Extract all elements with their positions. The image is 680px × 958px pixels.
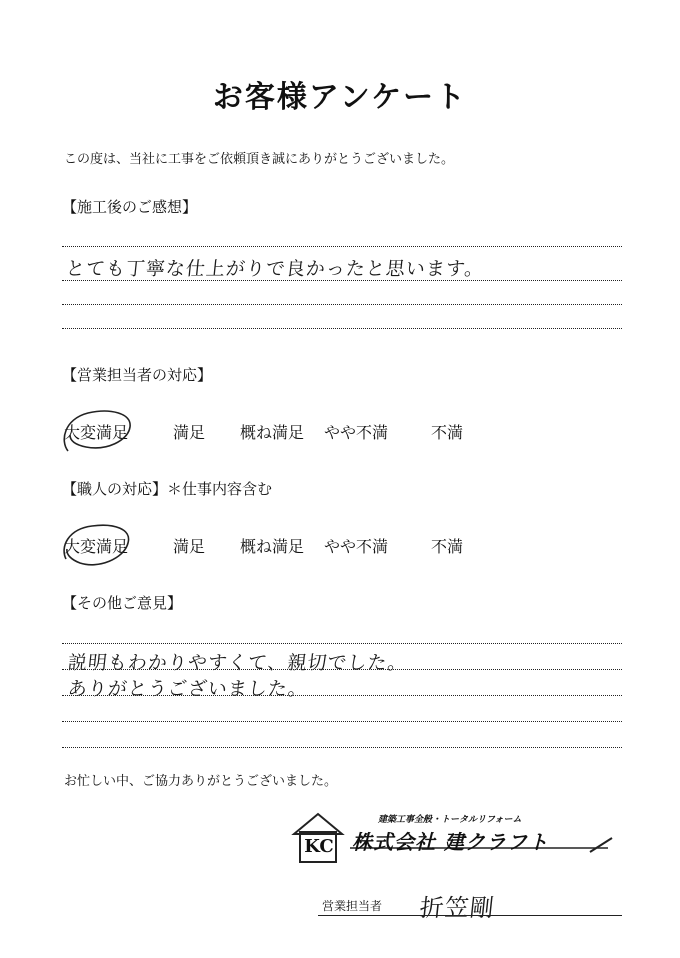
- rating-option-label: 大変満足: [64, 537, 129, 556]
- sales-response-heading: 【営業担当者の対応】: [62, 366, 213, 384]
- craftsman-response-heading: 【職人の対応】＊仕事内容含む: [62, 480, 273, 498]
- rating-option-very-satisfied[interactable]: [64, 534, 128, 557]
- answer-line: [62, 747, 622, 748]
- logo-mark: KC: [304, 836, 334, 857]
- rating-option-satisfied[interactable]: 満足: [173, 537, 206, 556]
- thank-you-note: お忙しい中、ご協力ありがとうございました。: [64, 774, 338, 789]
- sales-rating-row: [64, 420, 584, 444]
- page-title: お客様アンケート: [212, 80, 468, 115]
- rating-option-satisfied[interactable]: 満足: [173, 423, 206, 442]
- other-answer-2: ありがとうございました。: [66, 678, 310, 700]
- company-name: 株式会社 建クラフト: [352, 830, 549, 854]
- sales-rep-label: 営業担当者: [322, 899, 383, 913]
- rating-option-very-satisfied[interactable]: [64, 420, 128, 443]
- craftsman-rating-row: [64, 534, 584, 558]
- selection-circle-icon: [58, 519, 142, 575]
- impressions-heading: 【施工後のご感想】: [62, 198, 198, 216]
- answer-line: [62, 643, 622, 644]
- answer-line: [62, 304, 622, 305]
- company-tagline: 建築工事全般・トータルリフォーム: [378, 815, 522, 825]
- answer-line: [62, 328, 622, 329]
- rating-option-slightly-dissatisfied[interactable]: やや不満: [324, 537, 389, 556]
- rating-option-mostly-satisfied[interactable]: 概ね満足: [240, 423, 305, 442]
- other-answer-1: 説明もわかりやすくて、親切でした。: [66, 652, 409, 674]
- rating-option-dissatisfied[interactable]: 不満: [431, 537, 464, 556]
- answer-line: [62, 695, 622, 696]
- company-logo: [290, 808, 620, 866]
- answer-line: [62, 669, 622, 670]
- answer-line: [62, 721, 622, 722]
- intro-text: この度は、当社に工事をご依頼頂き誠にありがとうございました。: [64, 152, 455, 167]
- sales-rep-signature: 折笠剛: [418, 894, 497, 922]
- selection-circle-icon: [58, 405, 142, 461]
- answer-line: [62, 246, 622, 247]
- rating-option-label: 大変満足: [64, 423, 129, 442]
- rating-option-slightly-dissatisfied[interactable]: やや不満: [324, 423, 389, 442]
- rating-option-dissatisfied[interactable]: 不満: [431, 423, 464, 442]
- answer-line: [62, 280, 622, 281]
- other-comments-heading: 【その他ご意見】: [62, 594, 183, 612]
- signature-line: [318, 915, 622, 916]
- rating-option-mostly-satisfied[interactable]: 概ね満足: [240, 537, 305, 556]
- impressions-answer-1: とても丁寧な仕上がりで良かったと思います。: [64, 258, 486, 280]
